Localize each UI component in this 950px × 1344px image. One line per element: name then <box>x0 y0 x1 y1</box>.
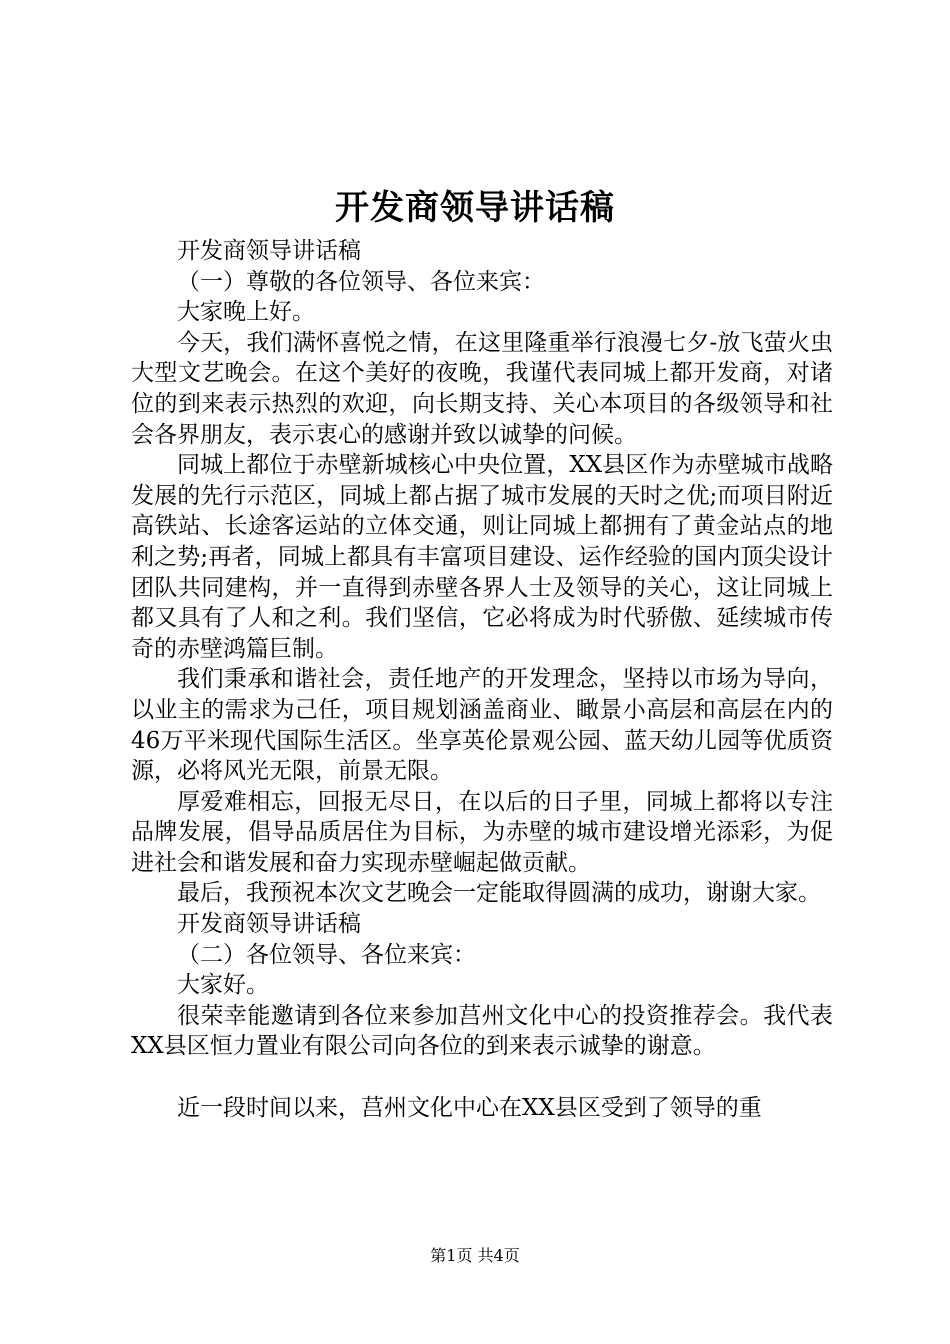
page-number: 第1页 共4页 <box>430 1246 520 1265</box>
paragraph: 同城上都位于赤壁新城核心中央位置，XX县区作为赤壁城市战略发展的先行示范区，同城上都占据了城市发展的天时之优;而项目附近高铁站、长途客运站的立体交通，则让同城上都拥有了黄金站点的地利之势;再者，同城上都具有丰富项目建设、运作经验的国内顶尖设计团队共同建构，并一直得到赤壁各界人士及领导的关心，这让同城上都又具有了人和之利。我们坚信，它必将成为时代骄傲、延续城市传奇的赤壁鸿篇巨制。 <box>131 452 833 662</box>
paragraph: 最后，我预祝本次文艺晚会一定能取得圆满的成功，谢谢大家。 <box>177 880 821 907</box>
section-1-salutation: （一）尊敬的各位领导、各位来宾： <box>177 268 545 295</box>
paragraph: 厚爱难相忘，回报无尽日，在以后的日子里，同城上都将以专注品牌发展，倡导品质居住为目标，为赤壁的城市建设增光添彩，为促进社会和谐发展和奋力实现赤壁崛起做贡献。 <box>131 788 833 876</box>
paragraph: 我们秉承和谐社会，责任地产的开发理念，坚持以市场为导向，以业主的需求为己任，项目规划涵盖商业、瞰景小高层和高层在内的46万平米现代国际生活区。坐享英伦景观公园、蓝天幼儿园等优质资源，必将风光无限，前景无限。 <box>131 666 833 785</box>
paragraph-spacer <box>131 1062 833 1093</box>
section-2-greeting: 大家好。 <box>177 972 269 999</box>
paragraph: 近一段时间以来，莒州文化中心在XX县区受到了领导的重 <box>177 1094 762 1121</box>
page-title: 开发商领导讲话稿 <box>335 188 615 228</box>
paragraph: 今天，我们满怀喜悦之情，在这里隆重举行浪漫七夕-放飞萤火虫大型文艺晚会。在这个美好的夜晚，我谨代表同城上都开发商，对诸位的到来表示热烈的欢迎，向长期支持、关心本项目的各级领导和社会各界朋友，表示衷心的感谢并致以诚挚的问候。 <box>131 329 833 448</box>
document-body <box>131 236 833 1123</box>
section-1-greeting: 大家晚上好。 <box>177 299 315 326</box>
section-2-heading: 开发商领导讲话稿 <box>177 911 361 938</box>
paragraph: 很荣幸能邀请到各位来参加莒州文化中心的投资推荐会。我代表XX县区恒力置业有限公司向各位的到来表示诚挚的谢意。 <box>131 1002 833 1060</box>
section-2-salutation: （二）各位领导、各位来宾： <box>177 941 476 968</box>
section-1-heading: 开发商领导讲话稿 <box>177 238 361 264</box>
